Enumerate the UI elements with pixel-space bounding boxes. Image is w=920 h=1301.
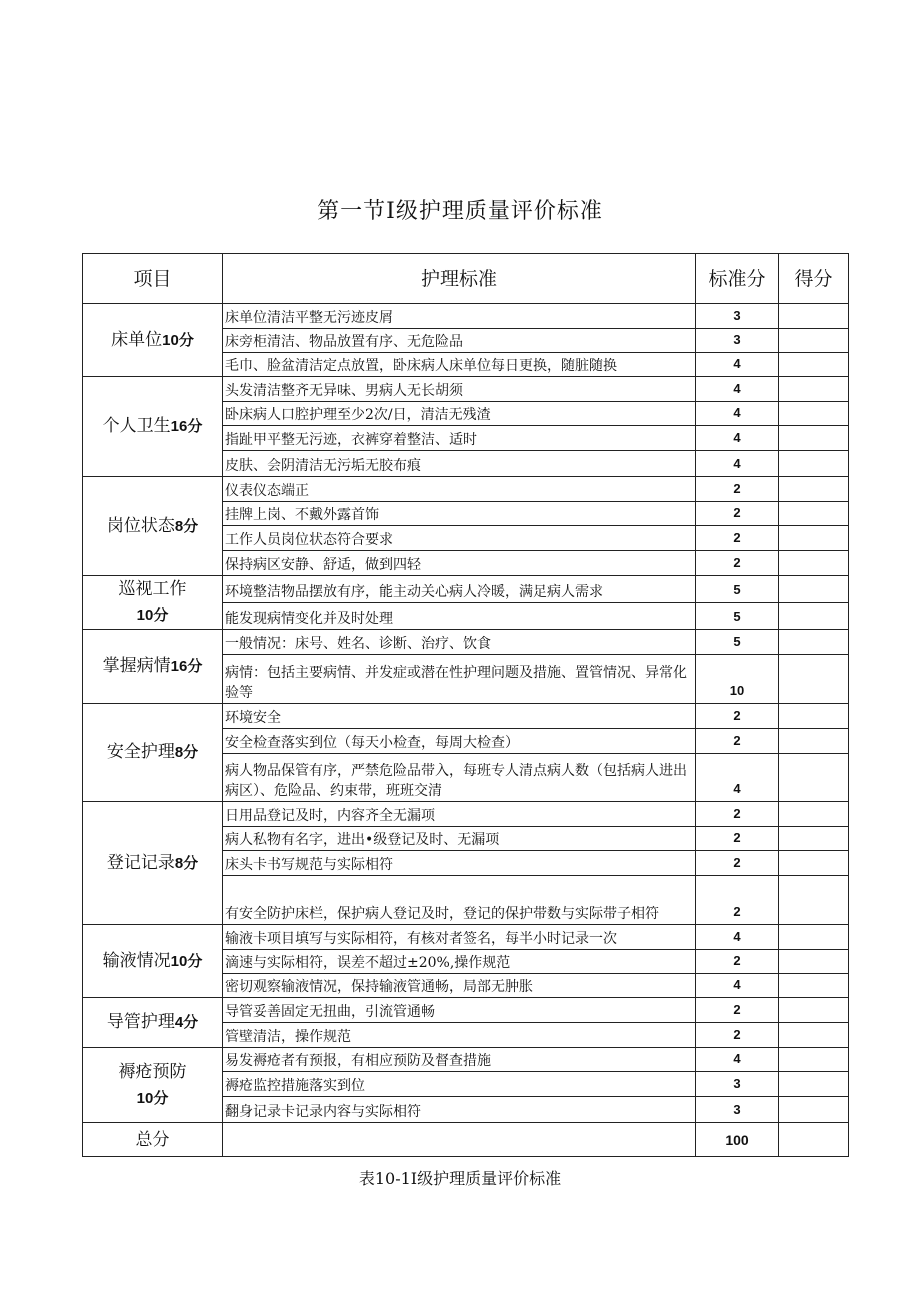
standard-cell: 日用品登记及时，内容齐全无漏项 — [223, 802, 696, 827]
points-cell: 2 — [696, 551, 779, 576]
points-cell: 3 — [696, 329, 779, 353]
category-points: 10分 — [136, 607, 169, 624]
standard-cell: 头发清洁整齐无异味、男病人无长胡须 — [223, 377, 696, 402]
category-cell — [83, 1048, 223, 1123]
category-cell — [83, 998, 223, 1048]
score-cell[interactable] — [779, 998, 849, 1023]
table-row — [83, 304, 849, 329]
standard-cell: 安全检查落实到位（每天小检查，每周大检查） — [223, 729, 696, 754]
standard-cell: 病人私物有名字，进出•级登记及时、无漏项 — [223, 827, 696, 851]
score-cell[interactable] — [779, 925, 849, 950]
score-cell[interactable] — [779, 1023, 849, 1048]
standard-cell: 保持病区安静、舒适，做到四轻 — [223, 551, 696, 576]
standard-cell: 管壁清洁，操作规范 — [223, 1023, 696, 1048]
category-cell — [83, 704, 223, 802]
standard-cell: 易发褥疮者有预报，有相应预防及督查措施 — [223, 1048, 696, 1072]
points-cell: 3 — [696, 1097, 779, 1123]
score-cell[interactable] — [779, 1048, 849, 1072]
category-points: 10分 — [162, 331, 194, 349]
standard-cell: 滴速与实际相符，误差不超过±20%,操作规范 — [223, 950, 696, 974]
standard-cell: 挂牌上岗、不戴外露首饰 — [223, 502, 696, 526]
category-cell — [83, 576, 223, 630]
category-points: 10分 — [136, 1089, 169, 1107]
category-name: 巡视工作 — [118, 579, 187, 599]
score-cell[interactable] — [779, 576, 849, 603]
category-cell — [83, 802, 223, 925]
points-cell: 4 — [696, 974, 779, 998]
points-cell: 2 — [696, 802, 779, 827]
standard-cell: 褥疮监控措施落实到位 — [223, 1072, 696, 1097]
standard-cell: 床旁柜清洁、物品放置有序、无危险品 — [223, 329, 696, 353]
standard-cell: 导管妥善固定无扭曲，引流管通畅 — [223, 998, 696, 1023]
score-cell[interactable] — [779, 377, 849, 402]
score-cell[interactable] — [779, 630, 849, 655]
category-points: 8分 — [174, 517, 199, 535]
page-title: 第一节Ⅰ级护理质量评价标准 — [317, 199, 603, 224]
table-row — [83, 576, 849, 603]
category-points: 10分 — [170, 952, 203, 970]
score-cell[interactable] — [779, 974, 849, 998]
standard-cell: 输液卡项目填写与实际相符，有核对者签名，每半小时记录一次 — [223, 925, 696, 950]
table-row — [83, 377, 849, 402]
score-cell[interactable] — [779, 802, 849, 827]
standard-cell: 皮肤、会阴清洁无污垢无胶布痕 — [223, 451, 696, 477]
standard-cell: 卧床病人口腔护理至少2次/日，清洁无残渣 — [223, 402, 696, 426]
category-cell — [83, 377, 223, 477]
score-cell[interactable] — [779, 603, 849, 630]
header-score: 得分 — [779, 254, 849, 304]
score-cell[interactable] — [779, 526, 849, 551]
score-cell[interactable] — [779, 704, 849, 729]
standard-cell: 指趾甲平整无污迹，衣裤穿着整洁、适时 — [223, 426, 696, 451]
points-cell: 3 — [696, 1072, 779, 1097]
category-name: 褥疮预防 — [118, 1061, 187, 1082]
points-cell: 5 — [696, 630, 779, 655]
standard-cell: 能发现病情变化并及时处理 — [223, 603, 696, 630]
category-name: 安全护理 — [106, 742, 175, 762]
points-cell: 3 — [696, 304, 779, 329]
category-cell — [83, 630, 223, 704]
points-cell: 2 — [696, 1023, 779, 1048]
score-cell[interactable] — [779, 426, 849, 451]
category-cell — [83, 477, 223, 576]
table-row — [83, 630, 849, 655]
score-cell[interactable] — [779, 876, 849, 925]
standard-cell: 毛巾、脸盆清洁定点放置，卧床病人床单位每日更换，随脏随换 — [223, 353, 696, 377]
points-cell: 10 — [696, 655, 779, 704]
evaluation-table — [82, 253, 849, 1157]
score-cell[interactable] — [779, 329, 849, 353]
header-points: 标准分 — [696, 254, 779, 304]
category-points: 4分 — [174, 1014, 199, 1031]
score-cell[interactable] — [779, 502, 849, 526]
points-cell: 2 — [696, 704, 779, 729]
table-row — [83, 1048, 849, 1072]
total-blank-cell — [223, 1123, 696, 1157]
points-cell: 4 — [696, 377, 779, 402]
score-cell[interactable] — [779, 353, 849, 377]
category-points: 8分 — [174, 744, 199, 761]
score-cell[interactable] — [779, 551, 849, 576]
score-cell[interactable] — [779, 827, 849, 851]
points-cell: 2 — [696, 526, 779, 551]
points-cell: 2 — [696, 876, 779, 925]
score-cell[interactable] — [779, 451, 849, 477]
standard-cell: 有安全防护床栏，保护病人登记及时，登记的保护带数与实际带子相符 — [223, 876, 696, 925]
points-cell: 4 — [696, 353, 779, 377]
header-item: 项目 — [83, 254, 223, 304]
header-row — [83, 254, 849, 304]
standard-cell: 一般情况：床号、姓名、诊断、治疗、饮食 — [223, 630, 696, 655]
points-cell: 2 — [696, 477, 779, 502]
points-cell: 4 — [696, 925, 779, 950]
category-cell — [83, 925, 223, 998]
points-cell: 4 — [696, 754, 779, 802]
table-row — [83, 925, 849, 950]
standard-cell: 环境安全 — [223, 704, 696, 729]
score-cell[interactable] — [779, 729, 849, 754]
standard-cell: 工作人员岗位状态符合要求 — [223, 526, 696, 551]
category-name: 登记记录 — [106, 852, 175, 873]
points-cell: 4 — [696, 402, 779, 426]
standard-cell: 床头卡书写规范与实际相符 — [223, 851, 696, 876]
score-cell[interactable] — [779, 1097, 849, 1123]
points-cell: 2 — [696, 502, 779, 526]
score-cell[interactable] — [779, 477, 849, 502]
category-name: 掌握病情 — [102, 656, 171, 676]
score-cell[interactable] — [779, 304, 849, 329]
points-cell: 5 — [696, 576, 779, 603]
category-name: 床单位 — [111, 329, 163, 350]
points-cell: 2 — [696, 827, 779, 851]
points-cell: 4 — [696, 1048, 779, 1072]
points-cell: 2 — [696, 851, 779, 876]
score-cell[interactable] — [779, 1072, 849, 1097]
points-cell: 2 — [696, 729, 779, 754]
table-row — [83, 704, 849, 729]
standard-cell: 病情：包括主要病情、并发症或潜在性护理问题及措施、置管情况、异常化验等 — [223, 655, 696, 704]
points-cell: 2 — [696, 998, 779, 1023]
category-cell — [83, 304, 223, 377]
standard-cell: 床单位清洁平整无污迹皮屑 — [223, 304, 696, 329]
score-cell[interactable] — [779, 950, 849, 974]
category-name: 输液情况 — [102, 950, 171, 971]
score-cell[interactable] — [779, 754, 849, 802]
standard-cell: 翻身记录卡记录内容与实际相符 — [223, 1097, 696, 1123]
standard-cell: 病人物品保管有序，严禁危险品带入，每班专人清点病人数（包括病人进出病区）、危险品、约束带，班班交清 — [223, 754, 696, 802]
total-score-cell — [779, 1123, 849, 1157]
category-points: 8分 — [174, 854, 199, 872]
category-name: 岗位状态 — [106, 515, 175, 536]
standard-cell: 密切观察输液情况，保持输液管通畅，局部无肿胀 — [223, 974, 696, 998]
category-name: 导管护理 — [106, 1012, 175, 1032]
points-cell: 5 — [696, 603, 779, 630]
standard-cell: 环境整洁物品摆放有序，能主动关心病人冷暖，满足病人需求 — [223, 576, 696, 603]
header-standard: 护理标准 — [223, 254, 696, 304]
score-cell[interactable] — [779, 851, 849, 876]
score-cell[interactable] — [779, 402, 849, 426]
table-row — [83, 477, 849, 502]
category-points: 16分 — [170, 658, 203, 675]
points-cell: 4 — [696, 426, 779, 451]
standard-cell: 仪表仪态端正 — [223, 477, 696, 502]
total-points: 100 — [696, 1123, 779, 1157]
table-row — [83, 998, 849, 1023]
points-cell: 2 — [696, 950, 779, 974]
evaluation-table-container — [82, 253, 849, 1157]
points-cell: 4 — [696, 451, 779, 477]
total-row — [83, 1123, 849, 1157]
category-name: 个人卫生 — [102, 416, 171, 436]
score-cell[interactable] — [779, 655, 849, 704]
total-label: 总分 — [83, 1123, 223, 1157]
table-caption: 表10-1Ⅰ级护理质量评价标准 — [358, 1169, 562, 1188]
category-points: 16分 — [170, 418, 203, 435]
table-row — [83, 802, 849, 827]
